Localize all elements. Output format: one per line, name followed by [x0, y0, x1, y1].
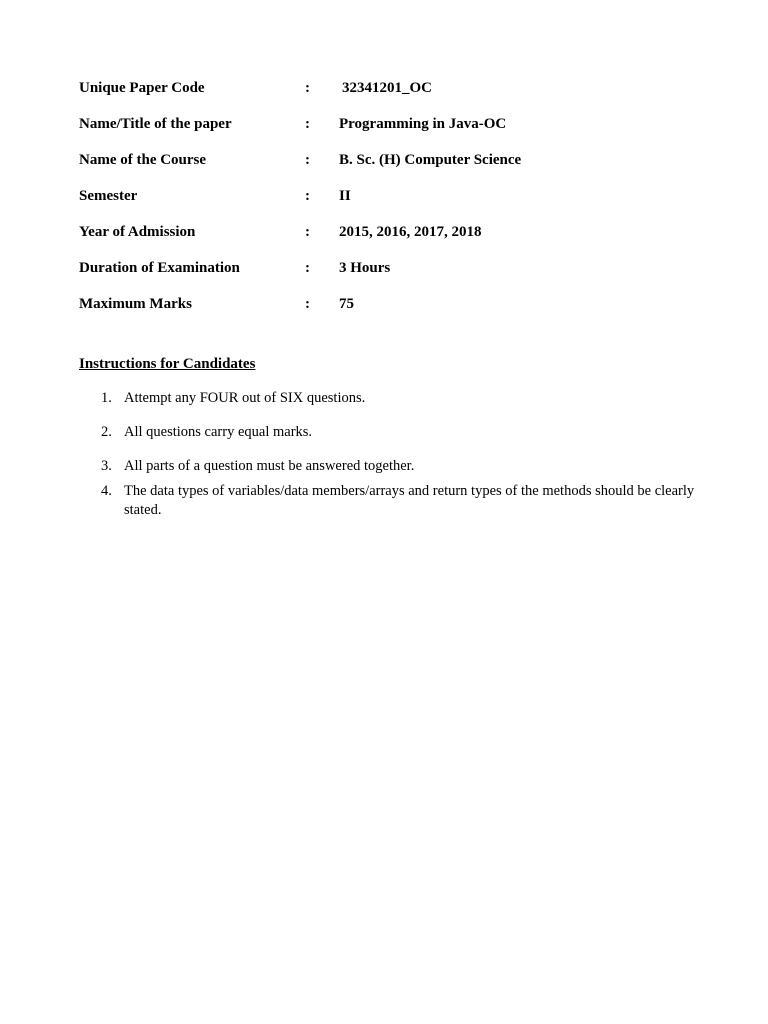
info-label: Duration of Examination: [79, 260, 240, 276]
info-colon: :: [305, 188, 310, 204]
info-colon: :: [305, 152, 310, 168]
instruction-text: The data types of variables/data members/arrays and return types of the methods should be clearly stated.: [124, 483, 695, 518]
instruction-number: 4.: [101, 483, 112, 499]
instruction-item: [79, 389, 699, 408]
info-colon: :: [305, 116, 310, 132]
info-row-paper-title: [79, 114, 699, 150]
instruction-number: 3.: [101, 458, 112, 474]
info-row-admission-year: [79, 222, 699, 258]
info-row-paper-code: [79, 78, 699, 114]
info-label: Unique Paper Code: [79, 80, 205, 96]
info-colon: :: [305, 296, 310, 312]
instruction-text: All parts of a question must be answered together.: [124, 458, 415, 474]
info-row-max-marks: [79, 294, 699, 330]
info-value: 75: [339, 296, 354, 312]
info-value: 3 Hours: [339, 260, 391, 276]
instruction-item: [79, 457, 699, 476]
info-colon: :: [305, 260, 310, 276]
info-value: B. Sc. (H) Computer Science: [339, 152, 522, 168]
instruction-item: [79, 482, 699, 520]
instruction-item: [79, 423, 699, 442]
instruction-number: 2.: [101, 424, 112, 440]
info-value: II: [339, 188, 351, 204]
info-label: Year of Admission: [79, 224, 196, 240]
info-row-duration: [79, 258, 699, 294]
info-label: Name of the Course: [79, 152, 207, 168]
paper-info-table: [79, 78, 699, 330]
instruction-text: All questions carry equal marks.: [124, 424, 313, 440]
info-row-semester: [79, 186, 699, 222]
info-row-course: [79, 150, 699, 186]
info-value: Programming in Java-OC: [339, 116, 507, 132]
info-colon: :: [305, 224, 310, 240]
instruction-text: Attempt any FOUR out of SIX questions.: [124, 390, 366, 406]
instructions-heading: Instructions for Candidates: [79, 356, 256, 372]
instructions-list: [79, 389, 699, 520]
info-value: 2015, 2016, 2017, 2018: [339, 224, 482, 240]
info-value: 32341201_OC: [342, 80, 432, 96]
instruction-number: 1.: [101, 390, 112, 406]
info-label: Maximum Marks: [79, 296, 192, 312]
info-colon: :: [305, 80, 310, 96]
info-label: Semester: [79, 188, 138, 204]
info-label: Name/Title of the paper: [79, 116, 232, 132]
